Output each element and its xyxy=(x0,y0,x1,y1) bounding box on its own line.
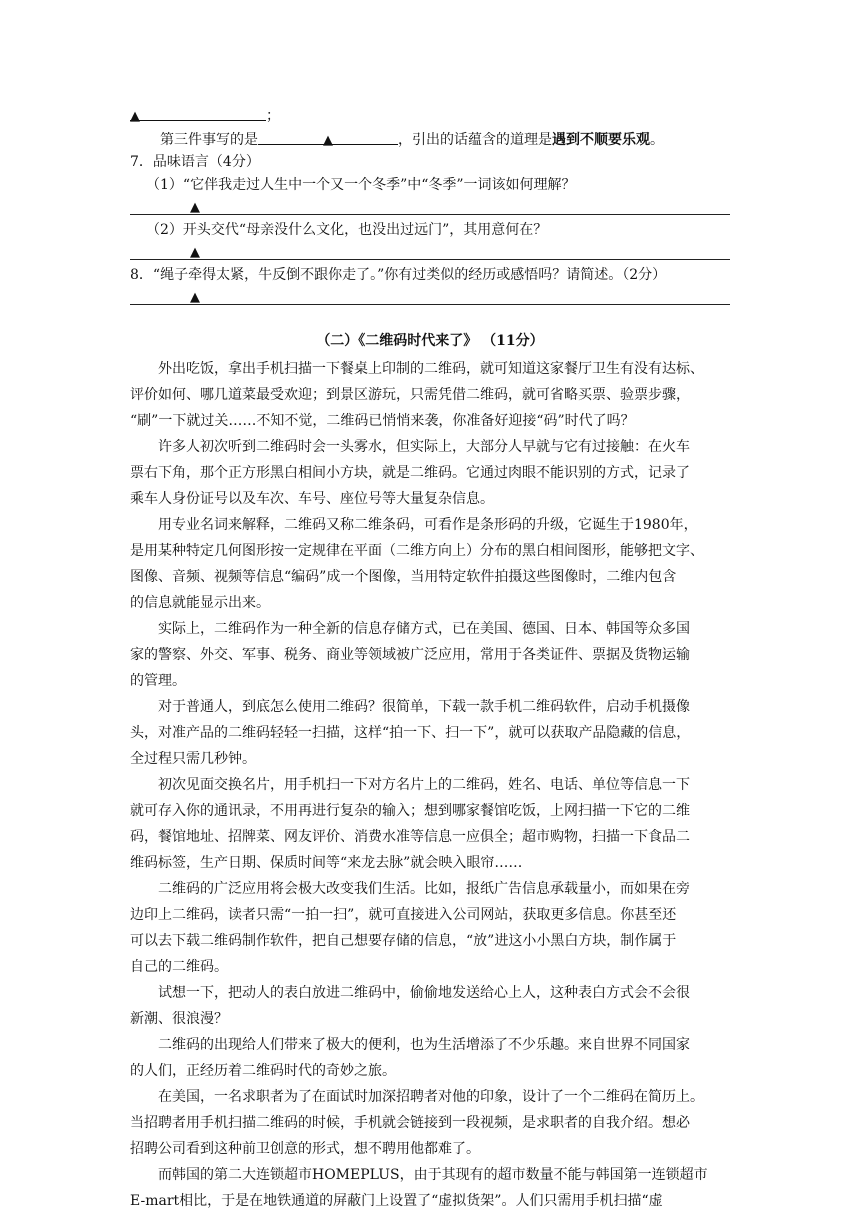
paragraph-line: 家的警察、外交、军事、税务、商业等领域被广泛应用，常用于各类证件、票据及货物运输 xyxy=(130,647,690,663)
paragraph-line: 的信息就能显示出来。 xyxy=(130,595,270,611)
article-paragraph xyxy=(130,694,730,772)
paragraph-line: 招聘公司看到这种前卫创意的形式，想不聘用他都难了。 xyxy=(130,1141,480,1157)
answer-marker-icon: ▲ xyxy=(323,133,333,148)
paragraph-line: 评价如何、哪几道菜最受欢迎；到景区游玩，只需凭借二维码，就可省略买票、验票步骤， xyxy=(130,387,690,403)
paragraph-line: 二维码的广泛应用将会极大改变我们生活。比如，报纸广告信息承载量小，而如果在旁 xyxy=(158,881,690,897)
article-paragraph xyxy=(130,512,730,616)
article-paragraph xyxy=(130,772,730,876)
article-paragraph xyxy=(130,1032,730,1084)
paragraph-line: 初次见面交换名片，用手机扫一下对方名片上的二维码，姓名、电话、单位等信息一下 xyxy=(158,777,690,793)
paragraph-line: 是用某种特定几何图形按一定规律在平面（二维方向上）分布的黑白相间图形，能够把文字、 xyxy=(130,543,704,559)
paragraph-line: “刷”一下就过关……不知不觉，二维码已悄悄来袭，你准备好迎接“码”时代了吗？ xyxy=(130,413,635,429)
paragraph-line: 而韩国的第二大连锁超市HOMEPLUS，由于其现有的超市数量不能与韩国第一连锁超市 xyxy=(158,1167,708,1183)
q7-sub1: （1）“它伴我走过人生中一个又一个冬季”中“冬季”一词该如何理解？ xyxy=(146,177,576,193)
article-paragraph xyxy=(130,1084,730,1162)
paragraph-line: 就可存入你的通讯录，不用再进行复杂的输入；想到哪家餐馆吃饭，上网扫描一下它的二维 xyxy=(130,803,690,819)
paragraph-line: 实际上，二维码作为一种全新的信息存储方式，已在美国、德国、日本、韩国等众多国 xyxy=(158,621,690,637)
q6-line2-mid: ，引出的话蕴含的道理是 xyxy=(398,132,552,148)
q6-answer-line-2 xyxy=(160,130,760,150)
q6-answer-line-1 xyxy=(130,106,730,126)
answer-blank[interactable] xyxy=(130,106,266,124)
q7-title: 7．品味语言（4分） xyxy=(130,154,260,170)
article-paragraph xyxy=(130,980,730,1032)
answer-blank[interactable] xyxy=(258,130,398,148)
paragraph-line: 试想一下，把动人的表白放进二维码中，偷偷地发送给心上人，这种表白方式会不会很 xyxy=(158,985,690,1001)
paragraph-line: 可以去下载二维码制作软件，把自己想要存储的信息，“放”进这小小黑白方块，制作属于 xyxy=(130,933,677,949)
paragraph-line: 自己的二维码。 xyxy=(130,959,228,975)
q6-line2-prefix: 第三件事写的是 xyxy=(160,132,258,148)
paragraph-line: 许多人初次听到二维码时会一头雾水，但实际上，大部分人早就与它有过接触：在火车 xyxy=(158,439,690,455)
paragraph-line: 头，对准产品的二维码轻轻一扫描，这样“拍一下、扫一下”，就可以获取产品隐藏的信息， xyxy=(130,725,691,741)
paragraph-line: 在美国，一名求职者为了在面试时加深招聘者对他的印象，设计了一个二维码在简历上。 xyxy=(158,1089,704,1105)
answer-marker-icon: ▲ xyxy=(190,290,200,305)
q8-title: 8．“绳子牵得太紧，牛反倒不跟你走了。”你有过类似的经历或感悟吗？请简述。（2分） xyxy=(130,267,667,283)
paragraph-line: 外出吃饭，拿出手机扫描一下餐桌上印制的二维码，就可知道这家餐厅卫生有没有达标、 xyxy=(158,361,704,377)
article-paragraph xyxy=(130,616,730,694)
article-paragraph xyxy=(130,356,730,434)
paragraph-line: 的人们，正经历着二维码时代的奇妙之旅。 xyxy=(130,1063,396,1079)
paragraph-line: 码，餐馆地址、招牌菜、网友评价、消费水准等信息一应俱全；超市购物，扫描一下食品二 xyxy=(130,829,690,845)
q6-line1-end: ； xyxy=(266,108,280,124)
q6-line2-end: 。 xyxy=(650,132,664,148)
paragraph-line: E-mart相比，于是在地铁通道的屏蔽门上设置了“虚拟货架”。人们只需用手机扫描“虚 xyxy=(130,1193,663,1209)
paragraph-line: 用专业名词来解释，二维码又称二维条码，可看作是条形码的升级，它诞生于1980年， xyxy=(158,517,698,533)
paragraph-line: 新潮、很浪漫？ xyxy=(130,1011,228,1027)
q6-line2-bold: 遇到不顺要乐观 xyxy=(552,132,650,148)
answer-marker-icon: ▲ xyxy=(190,245,200,260)
paragraph-line: 票右下角，那个正方形黑白相间小方块，就是二维码。它通过肉眼不能识别的方式，记录了 xyxy=(130,465,690,481)
paragraph-line: 图像、音频、视频等信息“编码”成一个图像，当用特定软件拍摄这些图像时，二维内包含 xyxy=(130,569,677,585)
answer-line[interactable] xyxy=(130,259,730,260)
paragraph-line: 乘车人身份证号以及车次、车号、座位号等大量复杂信息。 xyxy=(130,491,494,507)
article-paragraph xyxy=(130,876,730,980)
section-title: （二）《二维码时代来了》 （11分） xyxy=(316,333,544,349)
article-paragraph xyxy=(130,434,730,512)
paragraph-line: 边印上二维码，读者只需“一拍一扫”，就可直接进入公司网站，获取更多信息。你甚至还 xyxy=(130,907,677,923)
answer-marker-icon: ▲ xyxy=(130,109,140,124)
answer-line[interactable] xyxy=(130,214,730,215)
q7-sub2: （2）开头交代“母亲没什么文化，也没出过远门”，其用意何在？ xyxy=(146,222,548,238)
paragraph-line: 二维码的出现给人们带来了极大的便利，也为生活增添了不少乐趣。来自世界不同国家 xyxy=(158,1037,690,1053)
paragraph-line: 的管理。 xyxy=(130,673,186,689)
paragraph-line: 对于普通人，到底怎么使用二维码？很简单，下载一款手机二维码软件，启动手机摄像 xyxy=(158,699,690,715)
paragraph-line: 维码标签，生产日期、保质时间等“来龙去脉”就会映入眼帘…… xyxy=(130,855,523,871)
answer-line[interactable] xyxy=(130,304,730,305)
article-paragraph xyxy=(130,1162,730,1214)
answer-marker-icon: ▲ xyxy=(190,200,200,215)
paragraph-line: 当招聘者用手机扫描二维码的时候，手机就会链接到一段视频，是求职者的自我介绍。想必 xyxy=(130,1115,690,1131)
article-body xyxy=(130,356,730,1214)
paragraph-line: 全过程只需几秒钟。 xyxy=(130,751,256,767)
